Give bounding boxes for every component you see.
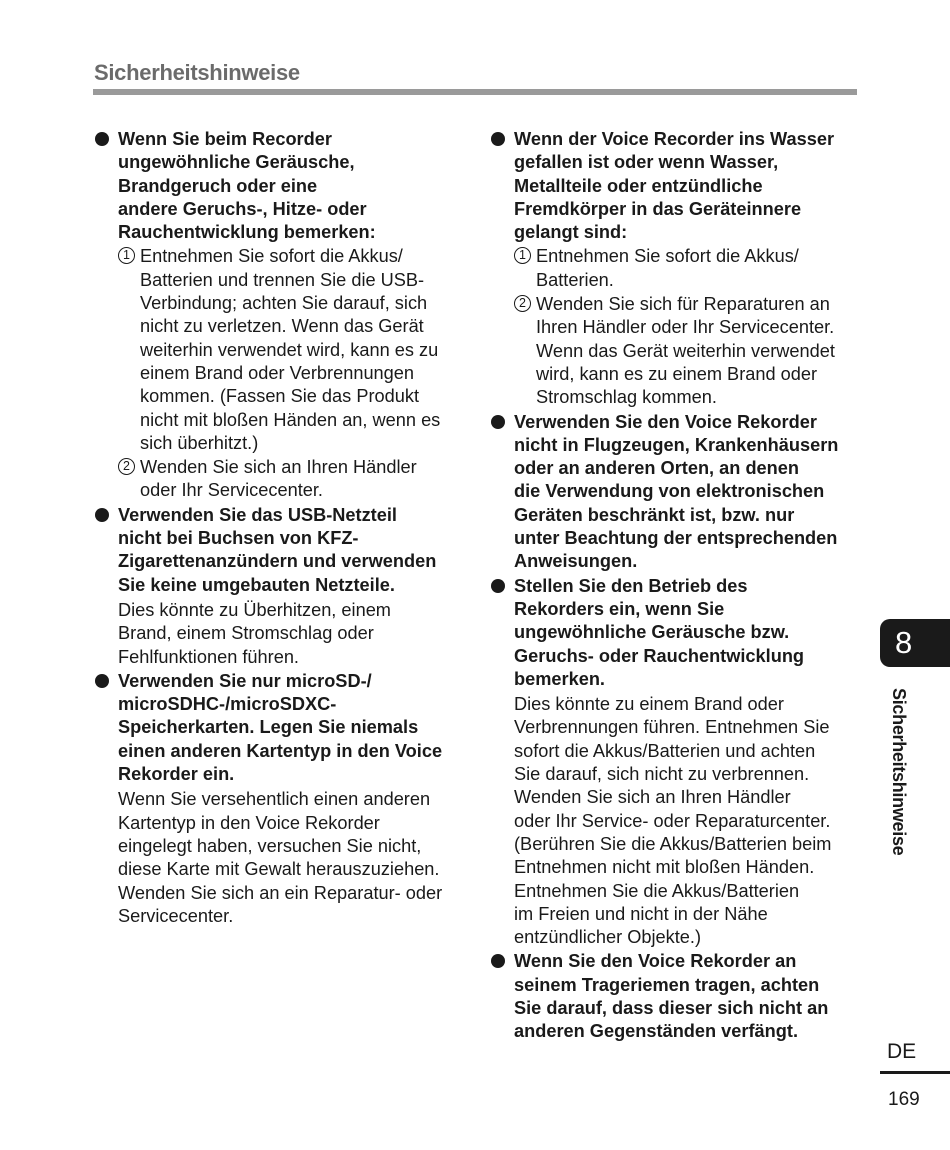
step-line: oder Ihr Servicecenter. [140, 480, 323, 501]
body-line: im Freien und nicht in der Nähe [514, 903, 768, 924]
body-line: Fehlfunktionen führen. [118, 646, 299, 667]
numbered-step [514, 293, 862, 409]
heading-line: Wenn der Voice Recorder ins Wasser [514, 129, 835, 149]
heading-line: einen anderen Kartentyp in den Voice [118, 740, 443, 761]
left-column [94, 128, 466, 929]
heading-line: nicht bei Buchsen von KFZ- [118, 528, 359, 549]
bullet-item [490, 950, 862, 1043]
body-line: entzündlicher Objekte.) [514, 927, 702, 948]
body-line: Dies könnte zu einem Brand oder [514, 694, 784, 715]
step-line: sich überhitzt.) [140, 432, 259, 453]
heading-line: Fremdkörper in das Geräteinnere [514, 198, 802, 219]
numbered-step [118, 245, 466, 455]
heading-line: seinem Trageriemen tragen, achten [514, 974, 820, 995]
step-number-icon: 1 [118, 247, 135, 264]
heading-line: Verwenden Sie das USB-Netzteil [118, 504, 397, 525]
step-line: Entnehmen Sie sofort die Akkus/ [536, 246, 799, 267]
bullet-heading [514, 575, 862, 691]
body-line: sofort die Akkus/Batterien und achten [514, 740, 816, 761]
body-line: Wenn Sie versehentlich einen anderen [118, 789, 431, 810]
body-line: diese Karte mit Gewalt herauszuziehen. [118, 859, 440, 880]
heading-line: unter Beachtung der entsprechenden [514, 528, 838, 549]
bullet-item [490, 128, 862, 410]
body-line: Kartentyp in den Voice Rekorder [118, 812, 380, 833]
language-rule [880, 1071, 950, 1074]
bullet-item [94, 128, 466, 503]
heading-line: Wenn Sie beim Recorder [118, 129, 332, 149]
right-column [490, 128, 862, 1045]
bullet-item [490, 411, 862, 574]
step-line: Stromschlag kommen. [536, 387, 717, 408]
page-number: 169 [888, 1089, 920, 1110]
heading-line: Verwenden Sie nur microSD-/ [118, 670, 372, 691]
bullet-heading [118, 504, 466, 597]
heading-line: nicht in Flugzeugen, Krankenhäusern [514, 434, 839, 455]
heading-line: Verwenden Sie den Voice Rekorder [514, 411, 817, 432]
chapter-side-label: Sicherheitshinweise [889, 688, 909, 856]
step-line: Entnehmen Sie sofort die Akkus/ [140, 246, 403, 267]
body-line: Dies könnte zu Überhitzen, einem [118, 599, 391, 620]
page-title: Sicherheitshinweise [94, 60, 300, 85]
bullet-body-text [118, 788, 466, 928]
bullet-dot-icon [491, 579, 505, 593]
heading-line: Geruchs- oder Rauchentwicklung [514, 645, 805, 666]
bullet-dot-icon [491, 132, 505, 146]
heading-line: Rekorders ein, wenn Sie [514, 598, 725, 619]
chapter-tab: 8 [880, 619, 950, 667]
body-line: eingelegt haben, versuchen Sie nicht, [118, 835, 422, 856]
heading-line: gefallen ist oder wenn Wasser, [514, 152, 779, 173]
heading-line: andere Geruchs-, Hitze- oder [118, 198, 367, 219]
step-line: Wenden Sie sich für Reparaturen an [536, 294, 830, 315]
heading-line: anderen Gegenständen verfängt. [514, 1021, 798, 1042]
step-number-icon: 2 [514, 295, 531, 312]
heading-line: ungewöhnliche Geräusche, [118, 152, 355, 173]
step-line: nicht zu verletzen. Wenn das Gerät [140, 316, 424, 337]
step-line: Batterien. [536, 269, 614, 290]
step-line: nicht mit bloßen Händen an, wenn es [140, 409, 441, 430]
heading-line: Stellen Sie den Betrieb des [514, 575, 748, 596]
bullet-dot-icon [95, 508, 109, 522]
step-line: Ihren Händler oder Ihr Servicecenter. [536, 317, 835, 338]
bullet-dot-icon [95, 132, 109, 146]
bullet-dot-icon [95, 674, 109, 688]
step-line: Wenn das Gerät weiterhin verwendet [536, 340, 835, 361]
bullet-heading [514, 950, 862, 1043]
header-rule [93, 89, 857, 95]
numbered-step [514, 245, 862, 292]
heading-line: Geräten beschränkt ist, bzw. nur [514, 504, 795, 525]
heading-line: Anweisungen. [514, 551, 638, 572]
step-line: Wenden Sie sich an Ihren Händler [140, 457, 417, 478]
heading-line: Sie keine umgebauten Netzteile. [118, 574, 395, 595]
bullet-heading [118, 670, 466, 786]
body-line: oder Ihr Service- oder Reparaturcenter. [514, 810, 831, 831]
heading-line: die Verwendung von elektronischen [514, 481, 825, 502]
step-line: Batterien und trennen Sie die USB- [140, 269, 425, 290]
body-line: Entnehmen Sie die Akkus/Batterien [514, 880, 800, 901]
body-line: Wenden Sie sich an Ihren Händler [514, 787, 791, 808]
bullet-item [94, 504, 466, 669]
bullet-heading [514, 411, 862, 574]
bullet-heading [514, 128, 862, 244]
step-line: einem Brand oder Verbrennungen [140, 362, 415, 383]
step-number-icon: 2 [118, 458, 135, 475]
bullet-body-text [118, 599, 466, 669]
step-line: wird, kann es zu einem Brand oder [536, 363, 818, 384]
heading-line: Rekorder ein. [118, 764, 235, 785]
heading-line: Brandgeruch oder eine [118, 175, 318, 196]
heading-line: Zigarettenanzündern und verwenden [118, 551, 437, 572]
step-number-icon: 1 [514, 247, 531, 264]
body-line: Servicecenter. [118, 905, 234, 926]
heading-line: Speicherkarten. Legen Sie niemals [118, 717, 419, 738]
bullet-body-text [514, 693, 862, 949]
heading-line: Metallteile oder entzündliche [514, 175, 763, 196]
body-line: (Berühren Sie die Akkus/Batterien beim [514, 833, 832, 854]
body-line: Brand, einem Stromschlag oder [118, 623, 374, 644]
numbered-step [118, 456, 466, 503]
step-line: weiterhin verwendet wird, kann es zu [140, 339, 439, 360]
step-line: Verbindung; achten Sie darauf, sich [140, 293, 428, 314]
body-line: Entnehmen nicht mit bloßen Händen. [514, 857, 815, 878]
bullet-dot-icon [491, 954, 505, 968]
body-line: Verbrennungen führen. Entnehmen Sie [514, 717, 830, 738]
heading-line: Rauchentwicklung bemerken: [118, 222, 376, 243]
heading-line: microSDHC-/microSDXC- [118, 694, 337, 715]
step-line: kommen. (Fassen Sie das Produkt [140, 386, 419, 407]
bullet-item [94, 670, 466, 928]
body-line: Sie darauf, sich nicht zu verbrennen. [514, 764, 810, 785]
heading-line: bemerken. [514, 668, 605, 689]
heading-line: gelangt sind: [514, 222, 628, 243]
bullet-heading [118, 128, 466, 244]
bullet-item [490, 575, 862, 950]
heading-line: Wenn Sie den Voice Rekorder an [514, 951, 797, 972]
body-line: Wenden Sie sich an ein Reparatur- oder [118, 882, 443, 903]
language-label: DE [887, 1040, 917, 1063]
heading-line: ungewöhnliche Geräusche bzw. [514, 622, 790, 643]
heading-line: Sie darauf, dass dieser sich nicht an [514, 997, 829, 1018]
heading-line: oder an anderen Orten, an denen [514, 458, 799, 479]
bullet-dot-icon [491, 415, 505, 429]
